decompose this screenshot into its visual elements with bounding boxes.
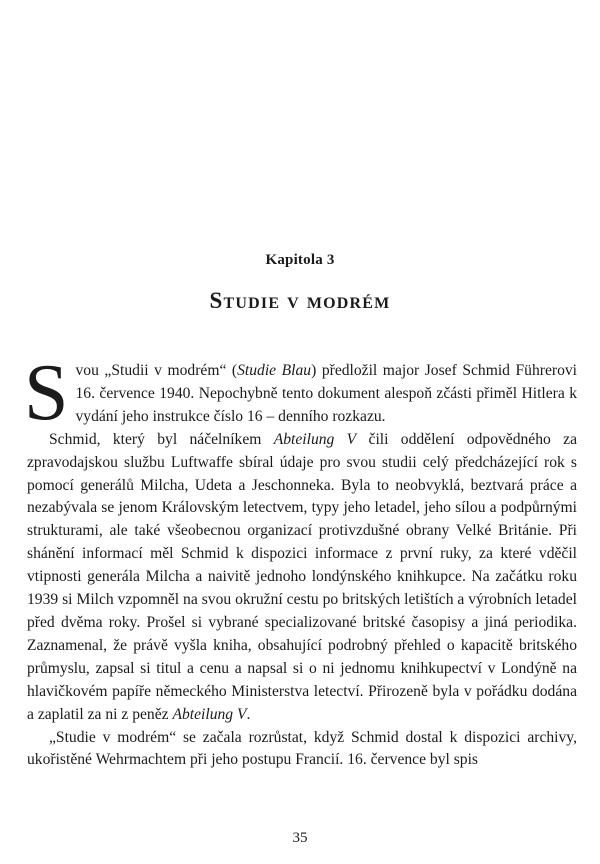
paragraph-1-segment-2: Studie Blau xyxy=(237,362,312,379)
paragraph-1-segment-1: vou „Studii v modrém“ ( xyxy=(75,362,238,379)
paragraph-3-segment-1: „Studie v modrém“ se začala rozrůstat, když Schmid dostal k dispozici archivy, ukořistěné Wehrmachtem při jeho postupu Francií. 16. července byl spis xyxy=(27,728,577,769)
chapter-title: Studie v modrém xyxy=(209,288,391,313)
paragraph-2 xyxy=(27,429,577,727)
page-number: 35 xyxy=(292,830,308,846)
paragraph-1-segment-3: ) předložil major Josef Schmid Führerovi 16. července 1940. Nepochybně tento dokument alespoň zčásti přiměl Hitlera k vydání jeho instrukce číslo 16 – denního rozkazu. xyxy=(75,362,578,425)
chapter-number: Kapitola 3 xyxy=(265,252,335,268)
paragraph-2-segment-2: Abteilung V xyxy=(273,430,357,448)
paragraph-1 xyxy=(24,349,578,437)
body-text xyxy=(24,349,578,772)
paragraph-2-segment-5: . xyxy=(246,705,251,723)
paragraph-3 xyxy=(27,727,577,773)
paragraph-2-segment-4: Abteilung V xyxy=(172,705,247,723)
paragraph-2-segment-3: čili oddělení odpovědného za zpravodajskou službu Luftwaffe sbíral údaje pro svou studii celý předcházející rok s pomocí generálů Milcha, Udeta a Jeschonneka. Byla to neobvyklá, beztvará práce a nezabývala se jenom Královským letectvem, typy jeho letadel, jeho sílou a podpůrnými strukturami, ale také všeobecnou organizací protivzdušné obrany Velké Británie. Při shánění informací měl Schmid k dispozici informace z první ruky, za které vděčil vtipnosti generála Milcha a naivitě jednoho londýnského knihkupce. Na začátku roku 1939 si Milch vzpomněl na svou okružní cestu po britských letištích a výrobních letadel před dvěma roky. Prošel si vybrané specializované britské časopisy a jiná periodika. Zaznamenal, že právě vyšla kniha, obsahující podrobný přehled o kapacitě britského průmyslu, zapsal si titul a cenu a napsal si o ni jednomu knihkupectví v Londýně na hlavičkovém papíře německého Ministerstva letectví. Přirozeně byla v pořádku dodána a zaplatil za ni z peněz xyxy=(27,430,577,723)
drop-cap: S xyxy=(24,349,69,437)
paragraph-2-segment-1: Schmid, který byl náčelníkem xyxy=(49,430,274,448)
